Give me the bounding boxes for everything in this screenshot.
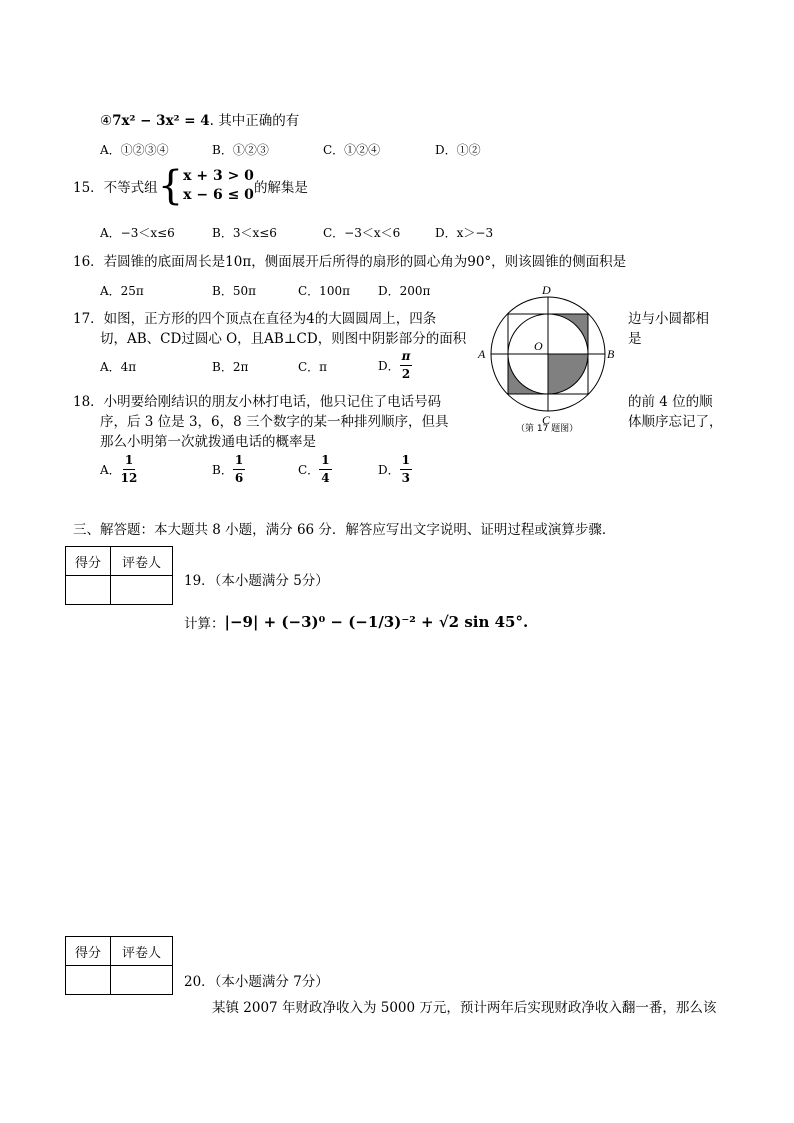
q18-line1-tail: 的前 4 位的顺: [628, 394, 713, 410]
q16-option-d: D．200π: [378, 284, 431, 298]
q17-line1-tail: 边与小圆都相: [628, 311, 709, 327]
fraction-numerator: 1: [319, 452, 331, 470]
option-label: A．: [100, 463, 121, 477]
fraction-numerator: 1: [400, 452, 412, 470]
label-b: B: [607, 347, 615, 361]
option-fraction: [233, 452, 245, 487]
q14-option-c: C．①②④: [323, 143, 381, 157]
q18-line2-tail: 体顺序忘记了，: [628, 414, 723, 430]
score-cell[interactable]: [66, 966, 111, 995]
q18-line3: 那么小明第一次就拨通电话的概率是: [100, 434, 316, 450]
q16-option-c: C．100π: [298, 284, 350, 298]
q17-line2-tail: 是: [628, 331, 642, 347]
q17-figure: [474, 280, 624, 435]
section3-heading: 三、解答题：本大题共 8 小题，满分 66 分．解答应写出文字说明、证明过程或演算步骤．: [73, 522, 616, 538]
q16-option-b: B．50π: [212, 284, 256, 298]
q14-option-d: D．①②: [435, 143, 481, 157]
option-fraction: [319, 452, 331, 487]
q17-option-c: C．π: [298, 360, 328, 374]
q19-prefix: 计算：: [184, 616, 225, 632]
q14-item4: [100, 109, 299, 129]
q14-item4-suffix: . 其中正确的有: [209, 113, 300, 129]
score-cell[interactable]: [66, 576, 111, 605]
q15-system-line1: x + 3 > 0: [183, 168, 254, 184]
score-table-19: [65, 546, 173, 605]
q15-option-a: A．−3＜x≤6: [100, 226, 175, 240]
q14-option-b: B．①②③: [212, 143, 269, 157]
fraction-numerator: 1: [233, 452, 245, 470]
q20-text: 某镇 2007 年财政净收入为 5000 万元，预计两年后实现财政净收入翻一番，那么该: [212, 1000, 717, 1016]
q17-line1: 17．如图，正方形的四个顶点在直径为4的大圆圆周上，四条: [73, 311, 437, 327]
q18-option-a: [100, 452, 137, 487]
fraction-numerator: 1: [123, 452, 135, 470]
label-d: D: [542, 283, 551, 297]
option-label: B．: [212, 463, 233, 477]
q17-option-a: A．4π: [100, 360, 137, 374]
fraction-denominator: 2: [401, 367, 411, 381]
q16-option-a: A．25π: [100, 284, 144, 298]
q17-figure-caption: （第 17 题图）: [516, 424, 579, 434]
fraction-numerator: π: [400, 348, 413, 366]
q17-line2: 切，AB、CD过圆心 O，且AB⊥CD，则图中阴影部分的面积: [100, 331, 467, 347]
q18-line2: 序，后 3 位是 3，6，8 三个数字的某一种排列顺序，但具: [100, 414, 449, 430]
label-o: O: [534, 339, 543, 353]
score-header: 得分: [66, 937, 111, 966]
fraction-denominator: 6: [234, 471, 244, 485]
q20-title: 20．（本小题满分 7分）: [184, 974, 329, 990]
q18-option-c: [298, 452, 332, 487]
q18-option-b: [212, 452, 245, 487]
fraction-denominator: 12: [120, 471, 138, 485]
fraction-denominator: 3: [401, 471, 410, 485]
q15-system: [183, 167, 254, 205]
label-c: C: [542, 413, 551, 427]
grader-header: 评卷人: [111, 937, 173, 966]
score-header: 得分: [66, 547, 111, 576]
q17-option-b: B．2π: [212, 360, 249, 374]
grader-cell[interactable]: [111, 966, 173, 995]
q15-option-c: C．−3＜x＜6: [323, 226, 401, 240]
q14-option-a: A．①②③④: [100, 143, 169, 157]
q19-title: 19．（本小题满分 5分）: [184, 573, 329, 589]
brace-icon: {: [157, 163, 184, 209]
q19-expression: [184, 612, 528, 632]
q15-number: 15．不等式组: [73, 180, 158, 196]
score-table-20: [65, 936, 173, 995]
fraction-denominator: 4: [321, 471, 330, 485]
grader-header: 评卷人: [111, 547, 173, 576]
q15-stem: [73, 163, 308, 209]
q14-item4-expr: 7x² − 3x² = 4: [112, 113, 210, 129]
label-a: A: [478, 347, 486, 361]
option-label: D．: [378, 463, 400, 477]
q15-option-d: D．x＞−3: [435, 226, 494, 240]
option-label: C．: [298, 463, 320, 477]
option-fraction: [121, 452, 138, 487]
option-fraction: [400, 452, 412, 487]
q15-system-line2: x − 6 ≤ 0: [183, 187, 254, 203]
q17-option-d: [378, 348, 412, 383]
q15-option-b: B．3＜x≤6: [212, 226, 277, 240]
q15-suffix: 的解集是: [253, 180, 308, 196]
grader-cell[interactable]: [111, 576, 173, 605]
q17-option-d-fraction: [400, 348, 413, 383]
q18-line1: 18．小明要给刚结识的朋友小林打电话，他只记住了电话号码: [73, 394, 442, 410]
q17-option-d-label: D．: [378, 359, 400, 373]
q14-item4-number: ④: [100, 113, 113, 129]
q16-stem: 16．若圆锥的底面周长是10π，侧面展开后所得的扇形的圆心角为90°，则该圆锥的侧面积是: [73, 254, 627, 270]
q19-expr: |−9| + (−3)⁰ − (−1/3)⁻² + √2 sin 45°.: [224, 613, 529, 631]
q18-option-d: [378, 452, 412, 487]
